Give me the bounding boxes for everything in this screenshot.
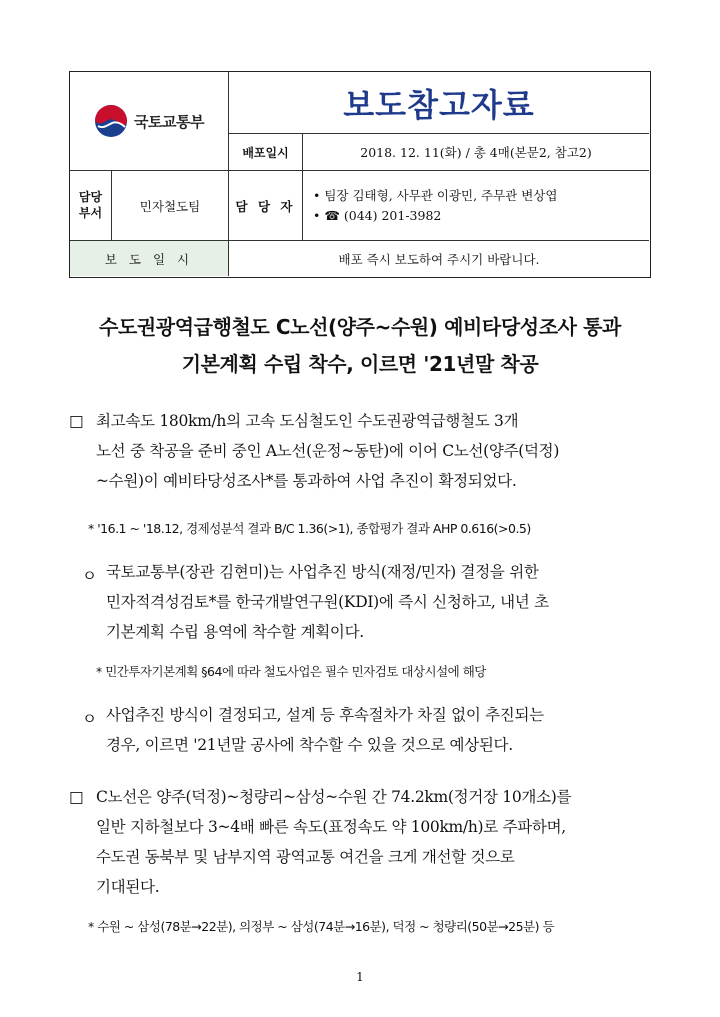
footnote-3: * 수원 ~ 삼성(78분→22분), 의정부 ~ 삼성(74분→16분), 덕정 ~ 청량리(50분→25분) 등 bbox=[88, 919, 555, 934]
dept-label-line1: 담당 bbox=[78, 189, 103, 204]
p2-line: 민자적격성검토*를 한국개발연구원(KDI)에 즉시 신청하고, 내년 초 bbox=[106, 593, 549, 611]
p3-line: 경우, 이르면 '21년말 공사에 착수할 수 있을 것으로 예상된다. bbox=[106, 736, 513, 754]
paragraph-2 bbox=[106, 557, 656, 647]
p4-line: 일반 지하철보다 3~4배 빠른 속도(표정속도 약 100km/h)로 주파하며, bbox=[96, 818, 566, 836]
contact-line-phone: • ☎ (044) 201-3982 bbox=[313, 207, 442, 223]
paragraph-3 bbox=[106, 700, 656, 760]
p2-line: 기본계획 수립 용역에 착수할 계획이다. bbox=[106, 623, 364, 641]
p1-line: 노선 중 착공을 준비 중인 A노선(운정~동탄)에 이어 C노선(양주(덕정) bbox=[96, 442, 560, 460]
contact-label: 담 당 자 bbox=[229, 171, 303, 241]
p3-line: 사업추진 방식이 결정되고, 설계 등 후속절차가 차질 없이 추진되는 bbox=[106, 706, 544, 724]
section-bullet: □ bbox=[69, 412, 84, 430]
paragraph-4 bbox=[96, 782, 656, 902]
press-header-table bbox=[69, 71, 651, 278]
distribution-label: 배포일시 bbox=[229, 134, 303, 171]
p2-line: 국토교통부(장관 김현미)는 사업추진 방식(재정/민자) 결정을 위한 bbox=[106, 563, 539, 581]
footnote-2: * 민간투자기본계획 §64에 따라 철도사업은 필수 민자검토 대상시설에 해당 bbox=[96, 664, 486, 679]
p4-line: 기대된다. bbox=[96, 878, 160, 896]
p4-line: 수도권 동북부 및 남부지역 광역교통 여건을 크게 개선할 것으로 bbox=[96, 848, 515, 866]
ministry-name: 국토교통부 bbox=[134, 112, 204, 131]
p1-line: ~수원)이 예비타당성조사*를 통과하여 사업 추진이 확정되었다. bbox=[96, 472, 517, 490]
paragraph-1 bbox=[96, 406, 656, 496]
page-number: 1 bbox=[356, 970, 364, 984]
doc-type-title bbox=[229, 72, 649, 134]
distribution-value: 2018. 12. 11(화) / 총 4매(본문2, 참고2) bbox=[303, 134, 649, 171]
headline-line1: 수도권광역급행철도 C노선(양주~수원) 예비타당성조사 통과 bbox=[99, 315, 621, 339]
ministry-logo bbox=[70, 72, 229, 171]
dept-value: 민자철도팀 bbox=[112, 171, 229, 241]
footnote-1: * '16.1 ~ '18.12, 경제성분석 결과 B/C 1.36(>1), 종합평가 결과 AHP 0.616(>0.5) bbox=[88, 521, 531, 536]
government-emblem-icon bbox=[94, 104, 128, 138]
release-label: 보 도 일 시 bbox=[70, 241, 229, 276]
contact-line-staff: • 팀장 김태형, 사무관 이광민, 주무관 변상엽 bbox=[313, 187, 558, 203]
p4-line: C노선은 양주(덕정)~청량리~삼성~수원 간 74.2km(정거장 10개소)를 bbox=[96, 788, 572, 806]
doc-type-text: 보도참고자료 bbox=[343, 85, 535, 124]
dept-label bbox=[70, 171, 112, 241]
release-value: 배포 즉시 보도하여 주시기 바랍니다. bbox=[338, 251, 540, 267]
sub-bullet: ㅇ bbox=[82, 710, 97, 728]
headline-line2: 기본계획 수립 착수, 이르면 '21년말 착공 bbox=[181, 352, 539, 376]
section-bullet: □ bbox=[69, 788, 84, 806]
p1-line: 최고속도 180km/h의 고속 도심철도인 수도권광역급행철도 3개 bbox=[96, 412, 519, 430]
contact-value bbox=[303, 171, 649, 241]
dept-label-line2: 부서 bbox=[78, 205, 103, 220]
sub-bullet: ㅇ bbox=[82, 567, 97, 585]
